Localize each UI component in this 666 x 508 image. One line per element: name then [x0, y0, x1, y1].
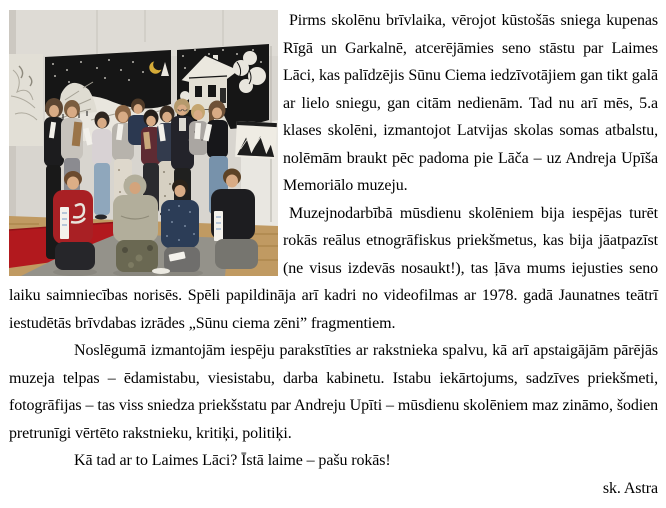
sketch-panel-left: [9, 54, 43, 146]
paragraph-2: Muzejnodarbībā mūsdienu skolēniem bija iespējas turēt rokās reālus etnogrāfiskus priekšmetus, kas bija jāatpazīst (ne visus izdevās nosaukt!), tas ļāva mums iejusties seno laiku saimniecības norisēs. Spēli papildināja arī kadri no videofilmas ar 1978. gadā Jaunatnes teātrī iestudētās brīvdabas izrādes „Sūnu ciema zēni” fragmentiem.: [9, 204, 658, 332]
bookmark: [60, 207, 69, 239]
paper-on-floor: [152, 268, 170, 274]
class-photo-illustration: [9, 10, 278, 276]
bookmark: [214, 211, 223, 241]
paragraph-4: Kā tad ar to Laimes Lāci? Īstā laime – pašu rokās!: [74, 452, 391, 469]
window: [195, 86, 202, 97]
mountains-panel: [235, 121, 277, 159]
signature: sk. Astra: [602, 479, 658, 497]
paragraph-1: Pirms skolēnu brīvlaika, vērojot kūstošās sniega kupenas Rīgā un Garkalnē, atcerējāmies seno stāstu par Laimes Lāci, kas palīdzējis Sūnu Ciema iedzīvotājiem gan tikt galā ar lielo sniegu, gan citām nedienām. Tad nu arī mēs, 5.a klases skolēni, izmantojot Latvijas skolas somas atbalstu, nolēmām braukt pēc padoma pie Lāča – uz Andreja Upīša Memoriālo muzeju.: [283, 12, 658, 194]
paragraph-3: Noslēgumā izmantojām iespēju parakstīties ar rakstnieka spalvu, kā arī apstaigājām pārējās muzeja telpas – ēdamistabu, viesistabu, darba kabinetu. Istabu iekārtojums, sadzīves priekšmeti, fotogrāfijas – tas viss sniedza priekšstatu par Andreju Upīti – mūsdienu skolēniem maz zināmo, šodien pretrunīgi vērtēto rakstnieku, kritiķi, politiķi.: [9, 342, 658, 442]
door: [220, 88, 226, 103]
class-photo: [9, 10, 278, 276]
window: [208, 85, 216, 97]
